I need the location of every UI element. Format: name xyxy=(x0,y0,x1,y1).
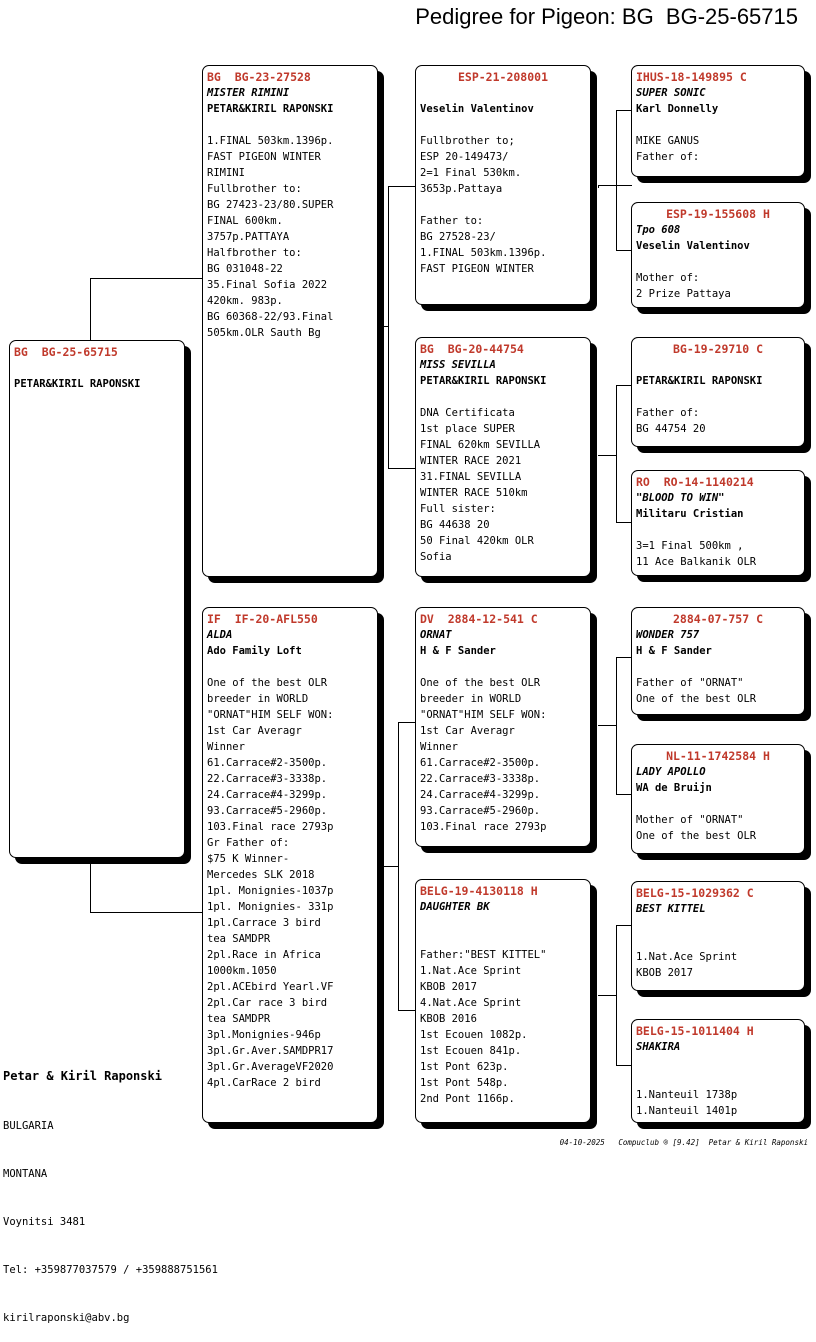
owner: PETAR&KIRIL RAPONSKI xyxy=(420,375,547,387)
ring-number: RO RO-14-1140214 xyxy=(636,475,754,489)
ring-number: IHUS-18-149895 C xyxy=(636,70,747,84)
dam-dam-card[interactable] xyxy=(415,879,591,1123)
ddd-card[interactable] xyxy=(631,1019,805,1123)
pigeon-name: WONDER 757 xyxy=(636,629,700,641)
connector-line xyxy=(616,250,632,251)
connector-line xyxy=(598,185,632,186)
connector-line xyxy=(616,657,632,658)
notes: Father:"BEST KITTEL" 1.Nat.Ace Sprint KBOB 2017 4.Nat.Ace Sprint KBOB 2016 1st Ecouen 1082p. 1st Ecouen 841p. 1st Pont 623p. 1st Pont 548p. 2nd Pont 1166p. xyxy=(420,949,547,1105)
breeder-email: kirilraponski@abv.bg xyxy=(3,1312,130,1324)
notes: 1.Nanteuil 1738p 1.Nanteuil 1401p xyxy=(636,1089,738,1117)
pigeon-name: ORNAT xyxy=(420,629,452,641)
ring-number: BG-19-29710 C xyxy=(672,342,763,356)
pigeon-name: SHAKIRA xyxy=(636,1041,681,1053)
notes: Mother of "ORNAT" One of the best OLR xyxy=(636,814,757,842)
breeder-address: Voynitsi 3481 xyxy=(3,1216,86,1228)
sire-dam-card[interactable] xyxy=(415,337,591,577)
ring-number: BELG-19-4130118 H xyxy=(420,884,538,898)
connector-line xyxy=(598,455,616,456)
dsd-card[interactable] xyxy=(631,744,805,854)
connector-line xyxy=(90,278,91,340)
dam-card[interactable] xyxy=(202,607,378,1123)
ring-number: BG BG-25-65715 xyxy=(14,345,118,359)
connector-line xyxy=(616,110,617,250)
connector-line xyxy=(616,385,632,386)
notes: Father of "ORNAT" One of the best OLR xyxy=(636,677,757,705)
pigeon-name: DAUGHTER BK xyxy=(420,901,490,913)
owner: Ado Family Loft xyxy=(207,645,302,657)
ring-number: BELG-15-1011404 H xyxy=(636,1024,754,1038)
notes: Fullbrother to; ESP 20-149473/ 2=1 Final 530km. 3653p.Pattaya xyxy=(420,135,522,195)
sdd-card[interactable] xyxy=(631,470,805,576)
dss-card[interactable] xyxy=(631,607,805,715)
breeder-phone: Tel: +359877037579 / +359888751561 xyxy=(3,1264,218,1276)
pigeon-name: MISS SEVILLA xyxy=(420,359,496,371)
ring-number: 2884-07-757 C xyxy=(672,612,763,626)
sss-card[interactable] xyxy=(631,65,805,177)
connector-line xyxy=(388,186,416,187)
pigeon-name: "BLOOD TO WIN" xyxy=(636,492,725,504)
connector-line xyxy=(398,1010,416,1011)
dam-sire-card[interactable] xyxy=(415,607,591,847)
connector-line xyxy=(616,522,632,523)
notes: One of the best OLR breeder in WORLD "ORNAT"HIM SELF WON: 1st Car Averagr Winner 61.Carrace#2-3500p. 22.Carrace#3-3338p. 24.Carrace#4-3299p. 93.Carrace#5-2960p. 103.Final race 2793p Gr Father of: $75 K Winner- Mercedes SLK 2018 1pl. Monignies-1037p 1pl. Monignies- 331p 1pl.Carrace 3 bird tea SAMDPR 2pl.Race in Africa 1000km.1050 2pl.ACEbird Yearl.VF 2pl.Car race 3 bird tea SAMDPR 3pl.Monignies-946p 3pl.Gr.Aver.SAMDPR17 3pl.Gr.AverageVF2020 4pl.CarRace 2 bird xyxy=(207,677,334,1089)
connector-line xyxy=(616,925,632,926)
page-title: Pedigree for Pigeon: BG BG-25-65715 xyxy=(415,4,798,29)
ring-number: BG BG-23-27528 xyxy=(207,70,311,84)
footer-credits: 04-10-2025 Compuclub ® [9.42] Petar & Kiril Raponski xyxy=(559,1138,808,1147)
notes: Father of: BG 44754 20 xyxy=(636,407,706,435)
breeder-country: BULGARIA xyxy=(3,1120,54,1132)
sire-card[interactable] xyxy=(202,65,378,577)
sds-card[interactable] xyxy=(631,337,805,447)
breeder-region: MONTANA xyxy=(3,1168,48,1180)
connector-line xyxy=(398,722,416,723)
subject-card[interactable] xyxy=(9,340,185,858)
ring-number: DV 2884-12-541 C xyxy=(420,612,538,626)
pigeon-name: Tpo 608 xyxy=(636,224,681,236)
connector-line xyxy=(388,186,389,468)
connector-line xyxy=(616,657,617,795)
connector-line xyxy=(382,326,389,327)
pigeon-name: LADY APOLLO xyxy=(636,766,706,778)
pigeon-name: MISTER RIMINI xyxy=(207,87,290,99)
owner: PETAR&KIRIL RAPONSKI xyxy=(636,375,763,387)
owner: WA de Bruijn xyxy=(636,782,712,794)
owner: Veselin Valentinov xyxy=(420,103,534,115)
owner: H & F Sander xyxy=(420,645,496,657)
connector-line xyxy=(616,925,617,1065)
connector-line xyxy=(616,385,617,523)
breeder-name: Petar & Kiril Raponski xyxy=(3,1069,162,1083)
sire-sire-card[interactable] xyxy=(415,65,591,305)
connector-line xyxy=(598,725,616,726)
ring-number: BG BG-20-44754 xyxy=(420,342,524,356)
dds-card[interactable] xyxy=(631,881,805,991)
owner: H & F Sander xyxy=(636,645,712,657)
notes: DNA Certificata 1st place SUPER FINAL 620km SEVILLA WINTER RACE 2021 31.FINAL SEVILLA WINTER RACE 510km Full sister: BG 44638 20 50 Final 420km OLR Sofia xyxy=(420,407,541,563)
ring-number: ESP-21-208001 xyxy=(457,70,548,84)
ring-number: NL-11-1742584 H xyxy=(666,749,770,763)
owner: Veselin Valentinov xyxy=(636,240,750,252)
ring-number: ESP-19-155608 H xyxy=(666,207,770,221)
owner: PETAR&KIRIL RAPONSKI xyxy=(14,378,141,390)
connector-line xyxy=(382,866,399,867)
ring-number: BELG-15-1029362 C xyxy=(636,886,754,900)
owner: PETAR&KIRIL RAPONSKI xyxy=(207,103,334,115)
connector-line xyxy=(616,110,632,111)
connector-line xyxy=(616,794,632,795)
ring-number: IF IF-20-AFL550 xyxy=(207,612,318,626)
notes: 1.Nat.Ace Sprint KBOB 2017 xyxy=(636,951,738,979)
notes: One of the best OLR breeder in WORLD "ORNAT"HIM SELF WON: 1st Car Averagr Winner 61.Carrace#2-3500p. 22.Carrace#3-3338p. 24.Carrace#4-3299p. 93.Carrace#5-2960p. 103.Final race 2793p xyxy=(420,677,547,833)
connector-line xyxy=(616,1065,632,1066)
breeder-info xyxy=(3,1034,218,1342)
connector-line xyxy=(388,468,416,469)
pigeon-name: SUPER SONIC xyxy=(636,87,706,99)
notes: 3=1 Final 500km , 11 Ace Balkanik OLR xyxy=(636,540,757,568)
notes: Mother of: 2 Prize Pattaya xyxy=(636,272,731,300)
notes: 1.FINAL 503km.1396p. FAST PIGEON WINTER RIMINI Fullbrother to: BG 27423-23/80.SUPER FINAL 600km. 3757p.PATTAYA Halfbrother to: BG 031048-22 35.Final Sofia 2022 420km. 983p. BG 60368-22/93.Final 505km.OLR Sauth Bg xyxy=(207,135,334,339)
pigeon-name: ALDA xyxy=(207,629,233,641)
owner: Karl Donnelly xyxy=(636,103,719,115)
pigeon-name: BEST KITTEL xyxy=(636,903,706,915)
connector-line xyxy=(90,912,204,913)
ssd-card[interactable] xyxy=(631,202,805,308)
notes-extra: Father to: BG 27528-23/ 1.FINAL 503km.1396p. FAST PIGEON WINTER xyxy=(420,215,547,275)
connector-line xyxy=(598,995,616,996)
connector-line xyxy=(90,857,91,913)
owner: Militaru Cristian xyxy=(636,508,744,520)
connector-line xyxy=(90,278,204,279)
notes: MIKE GANUS Father of: xyxy=(636,135,700,163)
